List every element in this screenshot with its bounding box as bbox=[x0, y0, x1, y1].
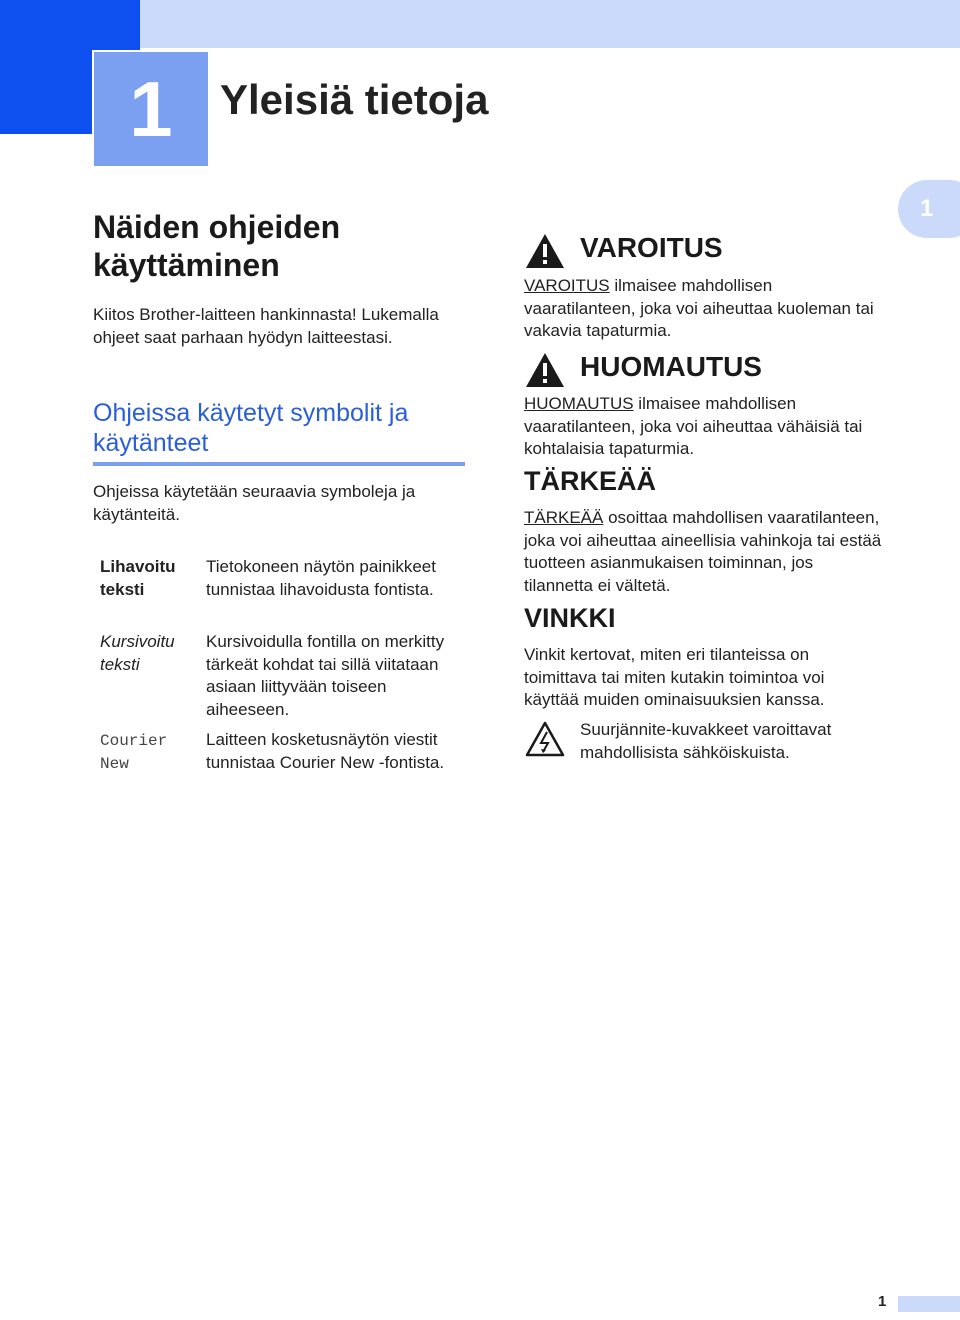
caution-keyword: HUOMAUTUS bbox=[524, 394, 634, 413]
convention-term-courier-line1: Courier bbox=[100, 732, 168, 750]
convention-desc-courier: Laitteen kosketusnäytön viestit tunnistaa Courier New -fontista. bbox=[206, 730, 445, 772]
chapter-side-tab[interactable] bbox=[898, 180, 960, 238]
important-keyword: TÄRKEÄÄ bbox=[524, 508, 604, 527]
convention-term-courier-line2: New bbox=[100, 754, 129, 773]
warning-body: ilmaisee mahdollisen vaaratilanteen, joka voi aiheuttaa kuoleman tai vakavia tapaturmia. bbox=[524, 276, 874, 340]
footer-bar bbox=[898, 1296, 960, 1312]
caution-text bbox=[524, 393, 884, 461]
convention-desc-bold: Tietokoneen näytön painikkeet tunnistaa lihavoidusta fontista. bbox=[206, 557, 436, 599]
header-band bbox=[0, 0, 960, 48]
caution-heading: HUOMAUTUS bbox=[580, 351, 762, 382]
tip-text: Vinkit kertovat, miten eri tilanteissa on toimittava tai miten kutakin toimintoa voi käyttää muiden ominaisuuksien kanssa. bbox=[524, 645, 825, 709]
important-heading: TÄRKEÄÄ bbox=[524, 466, 656, 496]
electrical-text: Suurjännite-kuvakkeet varoittavat mahdollisista sähköiskuista. bbox=[580, 720, 832, 762]
side-tab-label: 1 bbox=[920, 195, 934, 222]
warning-keyword: VAROITUS bbox=[524, 276, 610, 295]
important-body: osoittaa mahdollisen vaaratilanteen, joka voi aiheuttaa aineellisia vahinkoja tai estää tuotteen asianmukaisen toiminnan, jos tilannetta ei vältetä. bbox=[524, 508, 882, 595]
tip-heading: VINKKI bbox=[524, 603, 616, 633]
warning-heading: VAROITUS bbox=[580, 232, 723, 263]
subsection-intro: Ohjeissa käytetään seuraavia symboleja ja käytänteitä. bbox=[93, 482, 416, 524]
electrical-hazard-icon bbox=[524, 720, 566, 758]
caution-icon bbox=[524, 351, 566, 389]
caution-body: ilmaisee mahdollisen vaaratilanteen, joka voi aiheuttaa vähäisiä tai kohtalaisia tapaturmia. bbox=[524, 394, 863, 458]
chapter-number-box bbox=[92, 50, 210, 168]
section-heading: Näiden ohjeiden käyttäminen bbox=[93, 209, 341, 283]
warning-icon bbox=[524, 232, 566, 270]
chapter-number: 1 bbox=[129, 64, 173, 153]
convention-term-bold-line2: teksti bbox=[100, 579, 145, 599]
convention-term-bold-line1: Lihavoitu bbox=[100, 557, 176, 576]
convention-term-bold bbox=[100, 556, 200, 601]
warning-text bbox=[524, 275, 884, 343]
convention-term-italic-line2: teksti bbox=[100, 654, 140, 674]
subsection-heading: Ohjeissa käytetyt symbolit ja käytänteet bbox=[93, 399, 409, 457]
convention-term-courier bbox=[100, 730, 200, 775]
important-text bbox=[524, 507, 884, 597]
page-number: 1 bbox=[878, 1293, 887, 1310]
convention-desc-italic: Kursivoidulla fontilla on merkitty tärkeät kohdat tai sillä viitataan asiaan liittyvään toiseen aiheeseen. bbox=[206, 632, 445, 719]
chapter-title: Yleisiä tietoja bbox=[220, 76, 489, 123]
section-intro: Kiitos Brother-laitteen hankinnasta! Lukemalla ohjeet saat parhaan hyödyn laitteestasi. bbox=[93, 305, 439, 347]
convention-term-italic-line1: Kursivoitu bbox=[100, 632, 175, 651]
convention-term-italic bbox=[100, 631, 200, 676]
subsection-rule bbox=[93, 462, 465, 466]
